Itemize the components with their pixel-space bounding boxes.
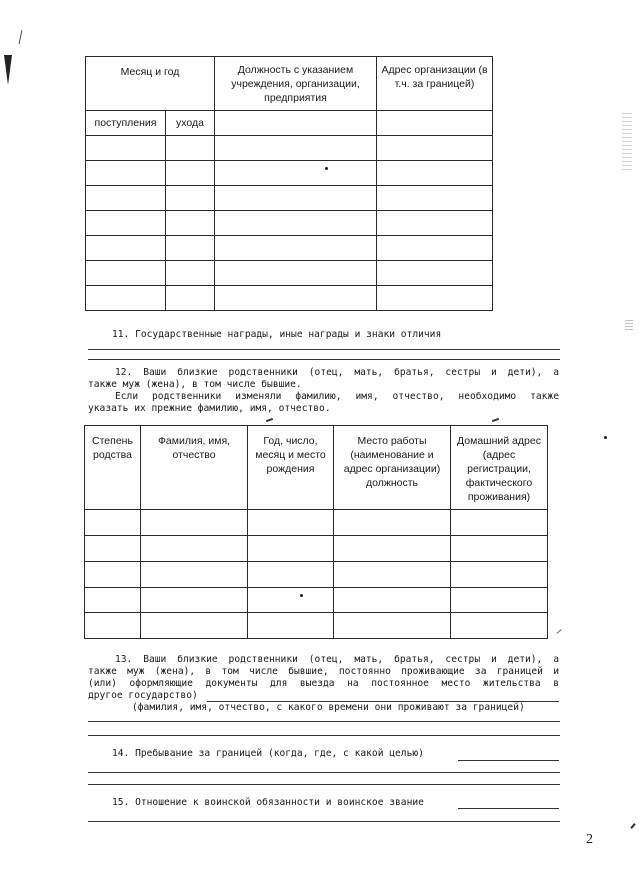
table-cell[interactable]	[141, 562, 248, 588]
table-cell[interactable]	[248, 588, 334, 613]
scan-mark-top	[19, 30, 23, 44]
table-cell[interactable]	[215, 161, 377, 186]
scan-speck	[604, 436, 607, 439]
scan-mark	[492, 418, 499, 422]
header-address: Адрес организации (в т.ч. за границей)	[377, 57, 493, 111]
header-relation: Степень родства	[85, 426, 141, 510]
table-cell[interactable]	[334, 562, 451, 588]
section-13-line-1: 13. Ваши близкие родственники (отец, мать, братья, сестры и дети), а	[115, 654, 559, 665]
table-cell[interactable]	[166, 161, 215, 186]
table-row	[86, 161, 493, 186]
table-cell[interactable]	[166, 236, 215, 261]
table-cell[interactable]	[451, 588, 548, 613]
section-12-line-1: 12. Ваши близкие родственники (отец, мать, братья, сестры и дети), а	[115, 367, 559, 378]
table-row	[85, 510, 548, 536]
table-cell[interactable]	[377, 111, 493, 136]
table-cell[interactable]	[141, 536, 248, 562]
table-row	[85, 536, 548, 562]
answer-line[interactable]	[88, 784, 560, 785]
table-row	[86, 261, 493, 286]
table-cell[interactable]	[86, 286, 166, 311]
table-cell[interactable]	[86, 236, 166, 261]
table-cell[interactable]	[86, 136, 166, 161]
table-row	[86, 136, 493, 161]
scan-mark	[266, 418, 273, 422]
table-row	[85, 562, 548, 588]
table-cell[interactable]	[334, 536, 451, 562]
table-cell[interactable]	[86, 161, 166, 186]
header-position: Должность с указанием учреждения, организации, предприятия	[215, 57, 377, 111]
section-13-hint: (фамилия, имя, отчество, с какого времени они проживают за границей)	[132, 702, 525, 713]
table-cell[interactable]	[141, 510, 248, 536]
table-cell[interactable]	[166, 136, 215, 161]
section-13-line-2: также муж (жена), в том числе бывшие, постоянно проживающие за границей и	[88, 666, 559, 677]
table-cell[interactable]	[215, 211, 377, 236]
scan-speck	[325, 167, 328, 170]
table-cell[interactable]	[248, 510, 334, 536]
table-row	[86, 236, 493, 261]
scan-speck	[300, 594, 303, 597]
table-cell[interactable]	[215, 286, 377, 311]
table-cell[interactable]	[141, 588, 248, 613]
section-14-label: 14. Пребывание за границей (когда, где, с какой целью)	[112, 748, 424, 759]
table-cell[interactable]	[215, 111, 377, 136]
table-row	[86, 186, 493, 211]
table-cell[interactable]	[166, 286, 215, 311]
table-row	[85, 613, 548, 639]
table-cell[interactable]	[166, 261, 215, 286]
table-row	[86, 211, 493, 236]
header-workplace: Место работы (наименование и адрес организации) должность	[334, 426, 451, 510]
table-cell[interactable]	[215, 236, 377, 261]
section-13-line-3: (или) оформляющие документы для выезда на постоянное место жительства в	[88, 678, 559, 689]
scan-mark	[630, 823, 635, 829]
table-cell[interactable]	[86, 261, 166, 286]
table-cell[interactable]	[86, 211, 166, 236]
table-cell[interactable]	[166, 186, 215, 211]
section-12-line-4: указать их прежние фамилию, имя, отчество.	[88, 403, 331, 414]
table-row	[85, 588, 548, 613]
table-cell[interactable]	[334, 510, 451, 536]
table-cell[interactable]	[85, 562, 141, 588]
section-12-line-2: также муж (жена), в том числе бывшие.	[88, 379, 302, 390]
section-11-label: 11. Государственные награды, иные награды и знаки отличия	[112, 329, 442, 340]
table-cell[interactable]	[334, 588, 451, 613]
answer-line[interactable]	[88, 721, 560, 722]
table-cell[interactable]	[248, 562, 334, 588]
section-15-label: 15. Отношение к воинской обязанности и воинское звание	[112, 797, 424, 808]
answer-line[interactable]	[88, 735, 560, 736]
employment-table	[85, 56, 493, 311]
table-cell[interactable]	[215, 136, 377, 161]
answer-line[interactable]	[88, 772, 560, 773]
answer-line[interactable]	[88, 821, 560, 822]
table-cell[interactable]	[377, 161, 493, 186]
answer-line[interactable]	[88, 359, 560, 360]
table-cell[interactable]	[451, 562, 548, 588]
table-cell[interactable]	[215, 186, 377, 211]
scan-noise-right-2	[625, 318, 633, 330]
table-cell[interactable]	[377, 136, 493, 161]
table-cell[interactable]	[248, 536, 334, 562]
table-cell[interactable]	[86, 186, 166, 211]
table-cell[interactable]	[377, 186, 493, 211]
header-birth: Год, число, месяц и место рождения	[248, 426, 334, 510]
section-12-line-3: Если родственники изменяли фамилию, имя, отчество, необходимо также	[115, 391, 559, 402]
table-cell[interactable]	[377, 261, 493, 286]
header-full-name: Фамилия, имя, отчество	[141, 426, 248, 510]
page-number: 2	[586, 832, 593, 847]
scan-mark	[556, 629, 561, 634]
header-home-address: Домашний адрес (адрес регистрации, фактического проживания)	[451, 426, 548, 510]
table-cell[interactable]	[451, 510, 548, 536]
table-cell[interactable]	[85, 613, 141, 639]
table-cell[interactable]	[377, 236, 493, 261]
header-month-year: Месяц и год	[86, 57, 215, 111]
table-cell[interactable]	[215, 261, 377, 286]
scan-mark-left	[4, 55, 12, 85]
subheader-entry: поступления	[86, 111, 166, 136]
table-cell[interactable]	[166, 211, 215, 236]
subheader-exit: ухода	[166, 111, 215, 136]
section-13-line-4: другое государство)	[88, 690, 198, 701]
table-cell[interactable]	[85, 588, 141, 613]
table-cell[interactable]	[85, 510, 141, 536]
table-cell[interactable]	[248, 613, 334, 639]
answer-line[interactable]	[458, 760, 559, 761]
table-cell[interactable]	[377, 286, 493, 311]
table-row	[86, 286, 493, 311]
table-cell[interactable]	[451, 613, 548, 639]
table-cell[interactable]	[451, 536, 548, 562]
scan-noise-right	[622, 110, 632, 170]
answer-line[interactable]	[458, 808, 559, 809]
table-cell[interactable]	[377, 211, 493, 236]
table-cell[interactable]	[334, 613, 451, 639]
table-cell[interactable]	[85, 536, 141, 562]
relatives-table	[84, 425, 548, 639]
table-cell[interactable]	[141, 613, 248, 639]
answer-line[interactable]	[88, 349, 560, 350]
